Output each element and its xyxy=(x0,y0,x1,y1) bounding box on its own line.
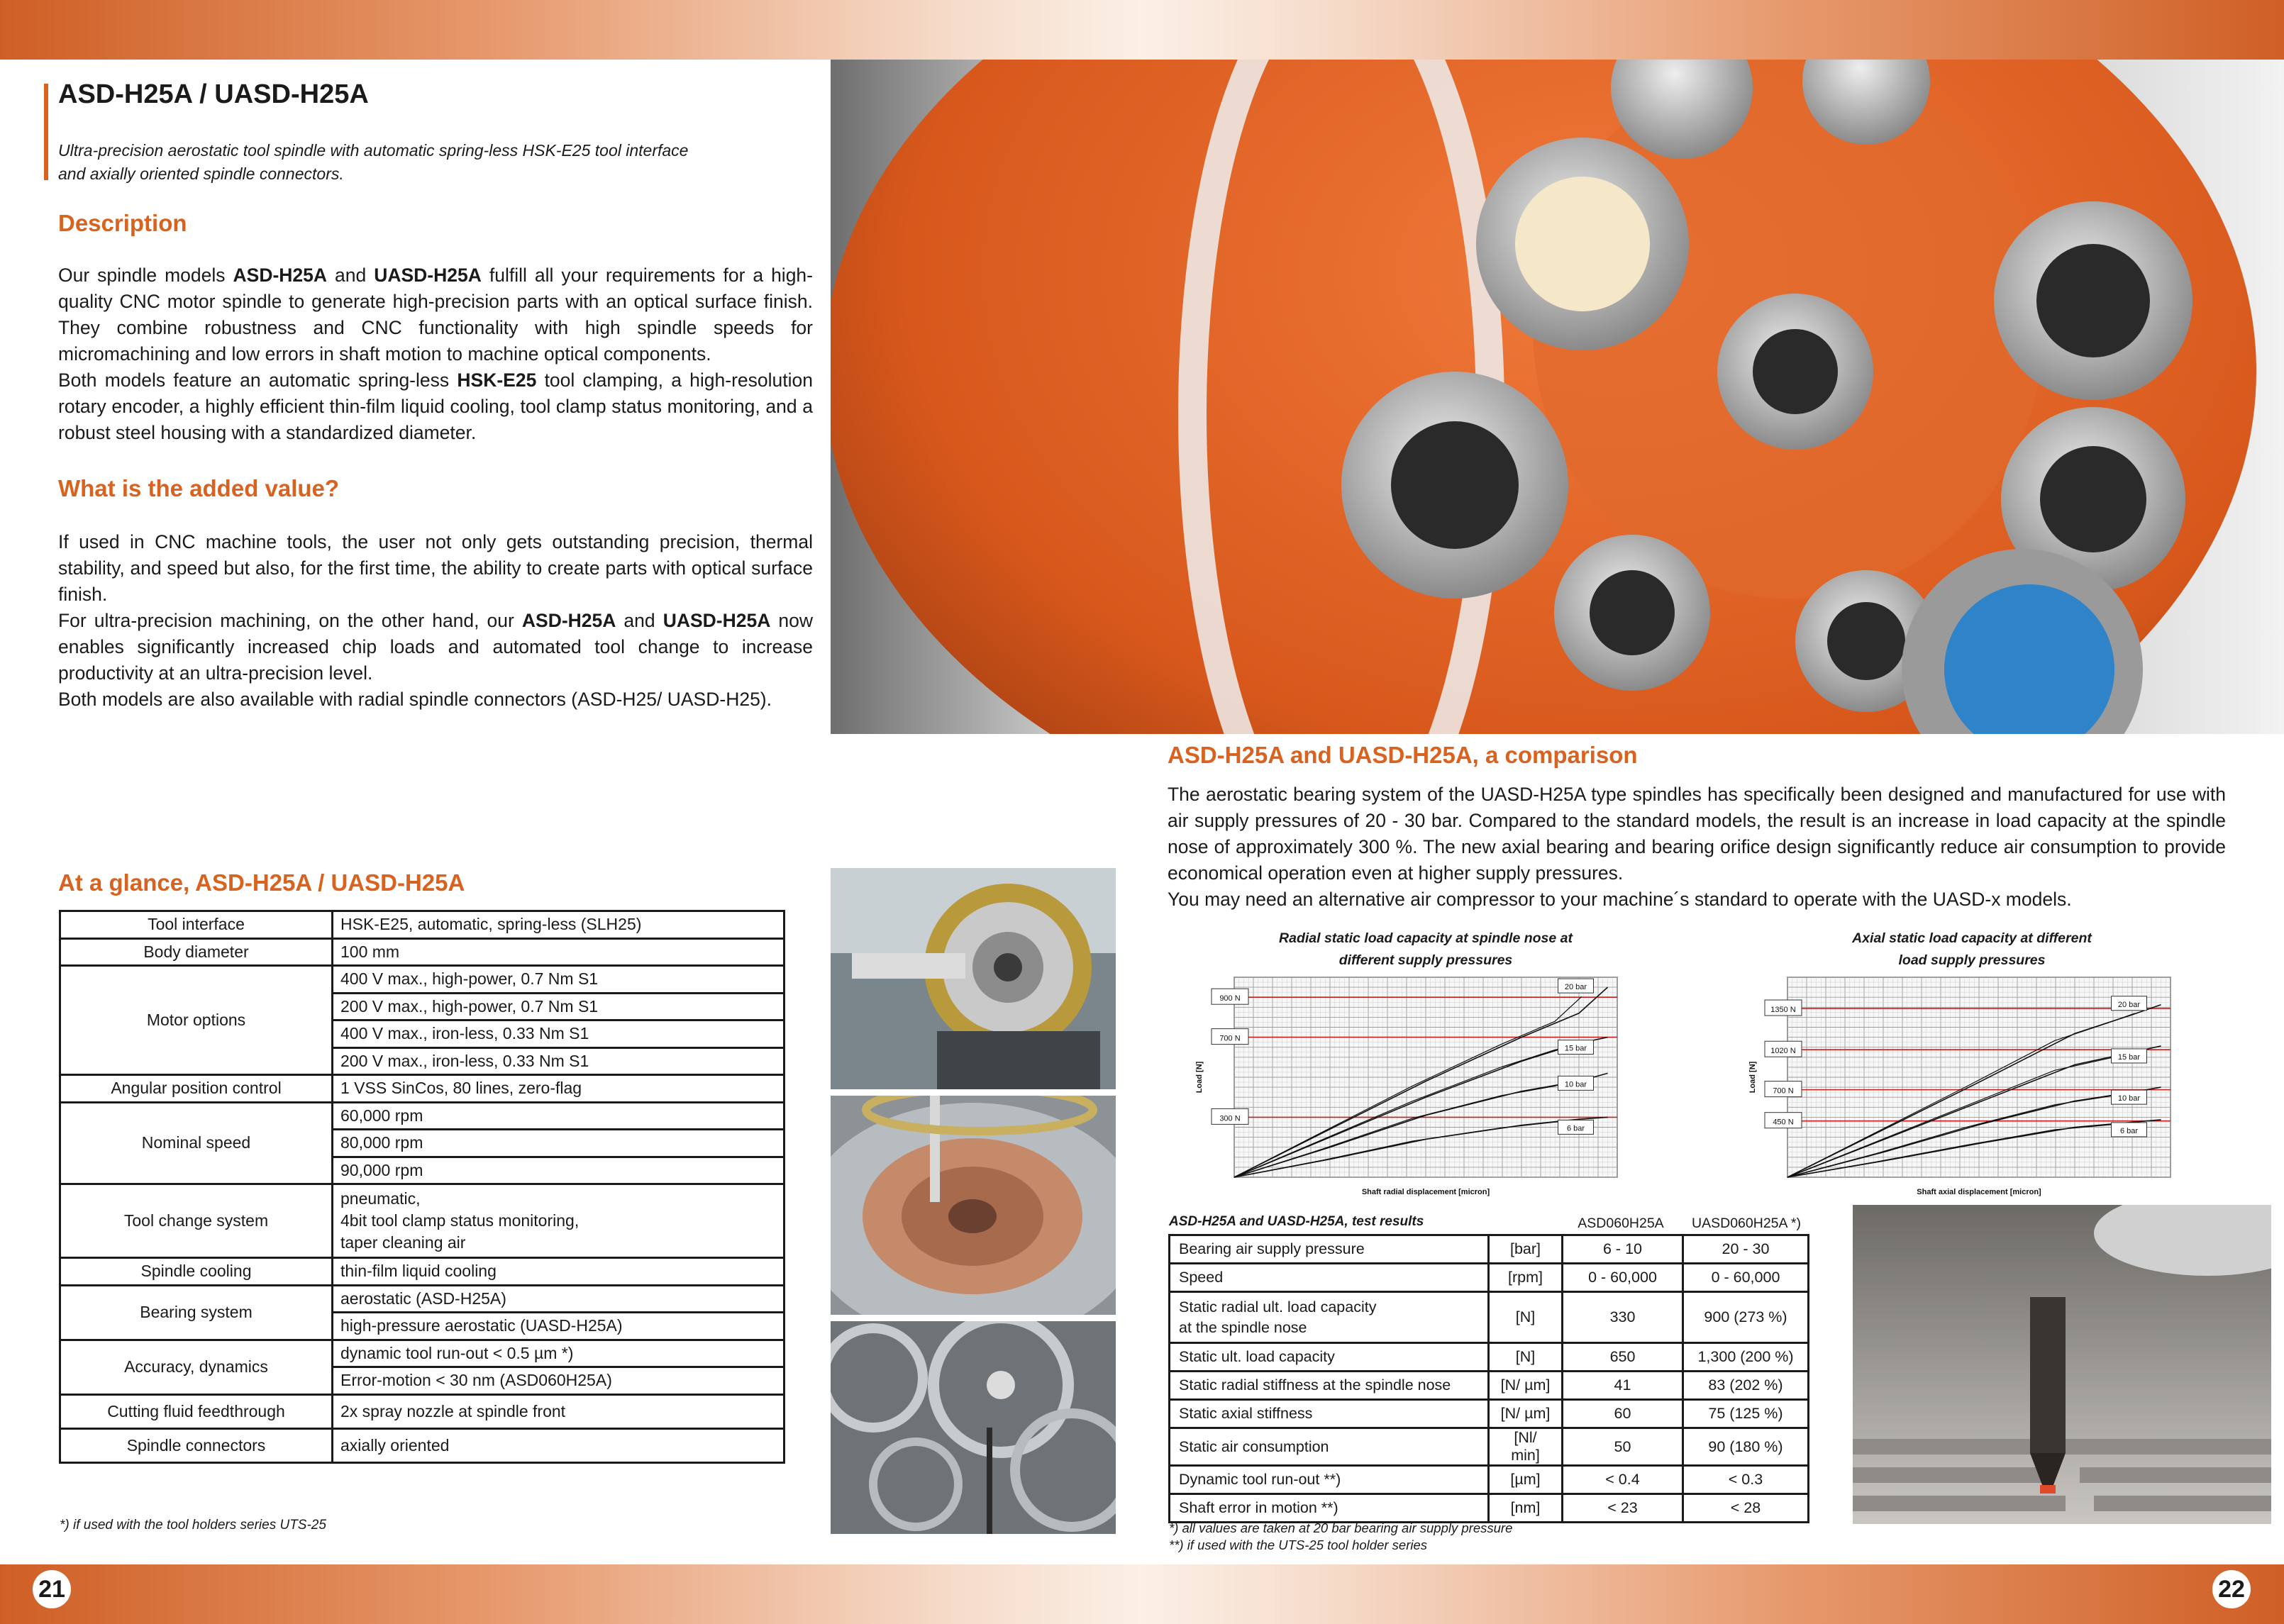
results-value-uasd: 900 (273 %) xyxy=(1683,1292,1809,1343)
spec-row xyxy=(60,1428,785,1462)
results-value-asd: 650 xyxy=(1563,1343,1683,1372)
results-value-uasd: 75 (125 %) xyxy=(1683,1400,1809,1428)
y-axis-label: Load [N] xyxy=(1748,1061,1757,1094)
glance-heading: At a glance, ASD-H25A / UASD-H25A xyxy=(58,869,465,896)
subtitle-line-1: Ultra-precision aerostatic tool spindle with automatic spring-less HSK-E25 tool interface xyxy=(58,141,689,160)
x-axis-label: Shaft radial displacement [micron] xyxy=(1361,1188,1490,1196)
description-text xyxy=(58,262,813,446)
spec-value: thin-film liquid cooling xyxy=(333,1258,785,1286)
results-unit: [N/ µm] xyxy=(1489,1400,1563,1428)
reference-label: 1350 N xyxy=(1770,1006,1796,1015)
series-label: 10 bar xyxy=(2117,1094,2141,1103)
spec-row xyxy=(60,1258,785,1286)
spec-row xyxy=(60,966,785,994)
radial-load-chart xyxy=(1192,972,1660,1198)
spec-value: pneumatic, 4bit tool clamp status monitoring, taper cleaning air xyxy=(333,1184,785,1258)
spec-value: 100 mm xyxy=(333,938,785,966)
bottom-banner xyxy=(0,1564,2284,1624)
spec-value: 200 V max., iron-less, 0.33 Nm S1 xyxy=(333,1047,785,1075)
top-banner xyxy=(0,0,2284,60)
results-unit: [µm] xyxy=(1489,1466,1563,1494)
spec-value: 1 VSS SinCos, 80 lines, zero-flag xyxy=(333,1075,785,1103)
results-note-2: **) if used with the UTS-25 tool holder series xyxy=(1169,1537,1428,1552)
results-value-asd: 41 xyxy=(1563,1372,1683,1400)
spec-label: Cutting fluid feedthrough xyxy=(60,1394,333,1428)
watch-gears-photo xyxy=(831,1321,1116,1534)
micro-tool-photo xyxy=(1853,1205,2271,1524)
results-row xyxy=(1170,1466,1809,1494)
results-value-asd: 60 xyxy=(1563,1400,1683,1428)
results-row xyxy=(1170,1400,1809,1428)
results-parameter: Static axial stiffness xyxy=(1170,1400,1489,1428)
results-value-asd: < 23 xyxy=(1563,1494,1683,1523)
results-parameter: Static air consumption xyxy=(1170,1428,1489,1466)
results-note-1: *) all values are taken at 20 bar bearing air supply pressure xyxy=(1169,1520,1513,1535)
glance-footnote: *) if used with the tool holders series UTS-25 xyxy=(60,1518,326,1533)
y-axis-label: Load [N] xyxy=(1195,1061,1204,1094)
comparison-paragraph-2: You may need an alternative air compressor to your machine´s standard to operate with the UASD-x models. xyxy=(1168,889,2072,910)
x-axis-label: Shaft axial displacement [micron] xyxy=(1917,1188,2041,1196)
results-unit: [N] xyxy=(1489,1343,1563,1372)
comparison-heading: ASD-H25A and UASD-H25A, a comparison xyxy=(1168,742,1638,768)
spec-label: Tool change system xyxy=(60,1184,333,1258)
added-value-paragraph-3: Both models are also available with radial spindle connectors (ASD-H25/ UASD-H25). xyxy=(58,689,772,710)
reference-label: 700 N xyxy=(1219,1034,1241,1043)
spec-label: Angular position control xyxy=(60,1075,333,1103)
spec-value: axially oriented xyxy=(333,1428,785,1462)
spec-value: 90,000 rpm xyxy=(333,1157,785,1184)
axial-load-chart xyxy=(1745,972,2213,1198)
spec-value: 200 V max., high-power, 0.7 Nm S1 xyxy=(333,993,785,1020)
spec-value: 400 V max., high-power, 0.7 Nm S1 xyxy=(333,966,785,994)
results-value-asd: 6 - 10 xyxy=(1563,1235,1683,1264)
spec-value: 2x spray nozzle at spindle front xyxy=(333,1394,785,1428)
results-value-uasd: < 28 xyxy=(1683,1494,1809,1523)
series-label: 10 bar xyxy=(1564,1080,1587,1089)
series-label: 15 bar xyxy=(2117,1052,2141,1062)
results-parameter: Static radial ult. load capacity at the spindle nose xyxy=(1170,1292,1489,1343)
comparison-text xyxy=(1168,782,2226,913)
results-col2-header: UASD060H25A *) xyxy=(1692,1216,1801,1231)
added-value-paragraph-2: For ultra-precision machining, on the other hand, our ASD-H25A and UASD-H25A now enables significantly increased chip loads and automated tool change to increase productivity at an ultra-precision level. xyxy=(58,610,813,684)
series-label: 6 bar xyxy=(1566,1124,1585,1133)
spec-label: Body diameter xyxy=(60,938,333,966)
description-heading: Description xyxy=(58,210,187,236)
added-value-paragraph-1: If used in CNC machine tools, the user not only gets outstanding precision, thermal stability, and speed but also, for the first time, the ability to create parts with optical surface finish. xyxy=(58,531,813,605)
results-unit: [rpm] xyxy=(1489,1264,1563,1292)
results-value-uasd: 0 - 60,000 xyxy=(1683,1264,1809,1292)
results-value-uasd: 90 (180 %) xyxy=(1683,1428,1809,1466)
results-parameter: Shaft error in motion **) xyxy=(1170,1494,1489,1523)
spec-label: Bearing system xyxy=(60,1285,333,1340)
reference-label: 300 N xyxy=(1219,1114,1241,1123)
added-value-text xyxy=(58,529,813,713)
page-number-left: 21 xyxy=(33,1570,71,1608)
subtitle-line-2: and axially oriented spindle connectors. xyxy=(58,165,344,183)
results-parameter: Speed xyxy=(1170,1264,1489,1292)
results-value-uasd: 83 (202 %) xyxy=(1683,1372,1809,1400)
spec-row xyxy=(60,1285,785,1313)
series-label: 6 bar xyxy=(2119,1126,2139,1135)
comparison-paragraph-1: The aerostatic bearing system of the UASD-H25A type spindles has specifically been designed and manufactured for use with air supply pressures of 20 - 30 bar. Compared to the standard models, the result is an increase in load capacity at the spindle nose of approximately 300 %. The new axial bearing and bearing orifice design significantly reduce air consumption to provide economical operation even at higher supply pressures. xyxy=(1168,784,2226,884)
results-value-asd: 330 xyxy=(1563,1292,1683,1343)
results-unit: [Nl/ min] xyxy=(1489,1428,1563,1466)
series-label: 15 bar xyxy=(1564,1044,1587,1053)
results-caption: ASD-H25A and UASD-H25A, test results xyxy=(1169,1214,1424,1229)
results-col1-header: ASD060H25A xyxy=(1578,1216,1664,1231)
reference-label: 700 N xyxy=(1773,1086,1794,1096)
series-label: 20 bar xyxy=(1564,983,1587,992)
results-value-asd: < 0.4 xyxy=(1563,1466,1683,1494)
added-value-heading: What is the added value? xyxy=(58,475,340,501)
spec-row xyxy=(60,1102,785,1130)
results-row xyxy=(1170,1292,1809,1343)
copper-part-photo xyxy=(831,1096,1116,1315)
spec-table xyxy=(59,910,785,1464)
radial-chart-title: Radial static load capacity at spindle nose at different supply pressures xyxy=(1279,930,1573,968)
results-unit: [bar] xyxy=(1489,1235,1563,1264)
results-value-asd: 0 - 60,000 xyxy=(1563,1264,1683,1292)
results-value-asd: 50 xyxy=(1563,1428,1683,1466)
spec-value: dynamic tool run-out < 0.5 µm *) xyxy=(333,1340,785,1367)
spec-label: Accuracy, dynamics xyxy=(60,1340,333,1394)
spec-label: Nominal speed xyxy=(60,1102,333,1184)
spec-row xyxy=(60,1340,785,1367)
description-paragraph-2: Both models feature an automatic spring-less HSK-E25 tool clamping, a high-resolution rotary encoder, a highly efficient thin-film liquid cooling, tool clamp status monitoring, and a robust steel housing with a standardized diameter. xyxy=(58,369,813,443)
results-value-uasd: 20 - 30 xyxy=(1683,1235,1809,1264)
description-paragraph-1: Our spindle models ASD-H25A and UASD-H25A fulfill all your requirements for a high-quality CNC motor spindle to generate high-precision parts with an optical surface finish. They combine robustness and CNC functionality with high spindle speeds for micromachining and low errors in shaft motion to machine optical components. xyxy=(58,265,813,365)
spec-row xyxy=(60,938,785,966)
results-row xyxy=(1170,1494,1809,1523)
title-accent-bar xyxy=(44,84,48,180)
results-row xyxy=(1170,1372,1809,1400)
spec-value: 400 V max., iron-less, 0.33 Nm S1 xyxy=(333,1020,785,1048)
hero-spindle-photo xyxy=(831,60,2284,734)
results-parameter: Bearing air supply pressure xyxy=(1170,1235,1489,1264)
series-label: 20 bar xyxy=(2117,1000,2141,1009)
spec-row xyxy=(60,1394,785,1428)
reference-label: 450 N xyxy=(1773,1118,1794,1127)
results-parameter: Static radial stiffness at the spindle nose xyxy=(1170,1372,1489,1400)
spec-value: aerostatic (ASD-H25A) xyxy=(333,1285,785,1313)
spec-label: Motor options xyxy=(60,966,333,1075)
page-subtitle xyxy=(58,139,810,186)
results-table xyxy=(1168,1234,1809,1523)
results-unit: [N] xyxy=(1489,1292,1563,1343)
spec-row xyxy=(60,1075,785,1103)
results-parameter: Static ult. load capacity xyxy=(1170,1343,1489,1372)
spec-label: Spindle connectors xyxy=(60,1428,333,1462)
spec-row xyxy=(60,911,785,939)
results-value-uasd: 1,300 (200 %) xyxy=(1683,1343,1809,1372)
page-number-right: 22 xyxy=(2212,1570,2251,1608)
machine-spindle-photo xyxy=(831,868,1116,1089)
spec-value: 80,000 rpm xyxy=(333,1130,785,1157)
spec-value: Error-motion < 30 nm (ASD060H25A) xyxy=(333,1367,785,1395)
results-row xyxy=(1170,1264,1809,1292)
results-row xyxy=(1170,1428,1809,1466)
results-unit: [nm] xyxy=(1489,1494,1563,1523)
results-row xyxy=(1170,1235,1809,1264)
spec-row xyxy=(60,1184,785,1258)
reference-label: 1020 N xyxy=(1770,1047,1796,1056)
results-value-uasd: < 0.3 xyxy=(1683,1466,1809,1494)
spec-value: HSK-E25, automatic, spring-less (SLH25) xyxy=(333,911,785,939)
reference-label: 900 N xyxy=(1219,994,1241,1003)
spec-label: Spindle cooling xyxy=(60,1258,333,1286)
results-row xyxy=(1170,1343,1809,1372)
page-title: ASD-H25A / UASD-H25A xyxy=(58,79,369,109)
results-parameter: Dynamic tool run-out **) xyxy=(1170,1466,1489,1494)
axial-chart-title: Axial static load capacity at different load supply pressures xyxy=(1852,930,2092,968)
spec-label: Tool interface xyxy=(60,911,333,939)
spec-value: 60,000 rpm xyxy=(333,1102,785,1130)
results-unit: [N/ µm] xyxy=(1489,1372,1563,1400)
spec-value: high-pressure aerostatic (UASD-H25A) xyxy=(333,1313,785,1340)
